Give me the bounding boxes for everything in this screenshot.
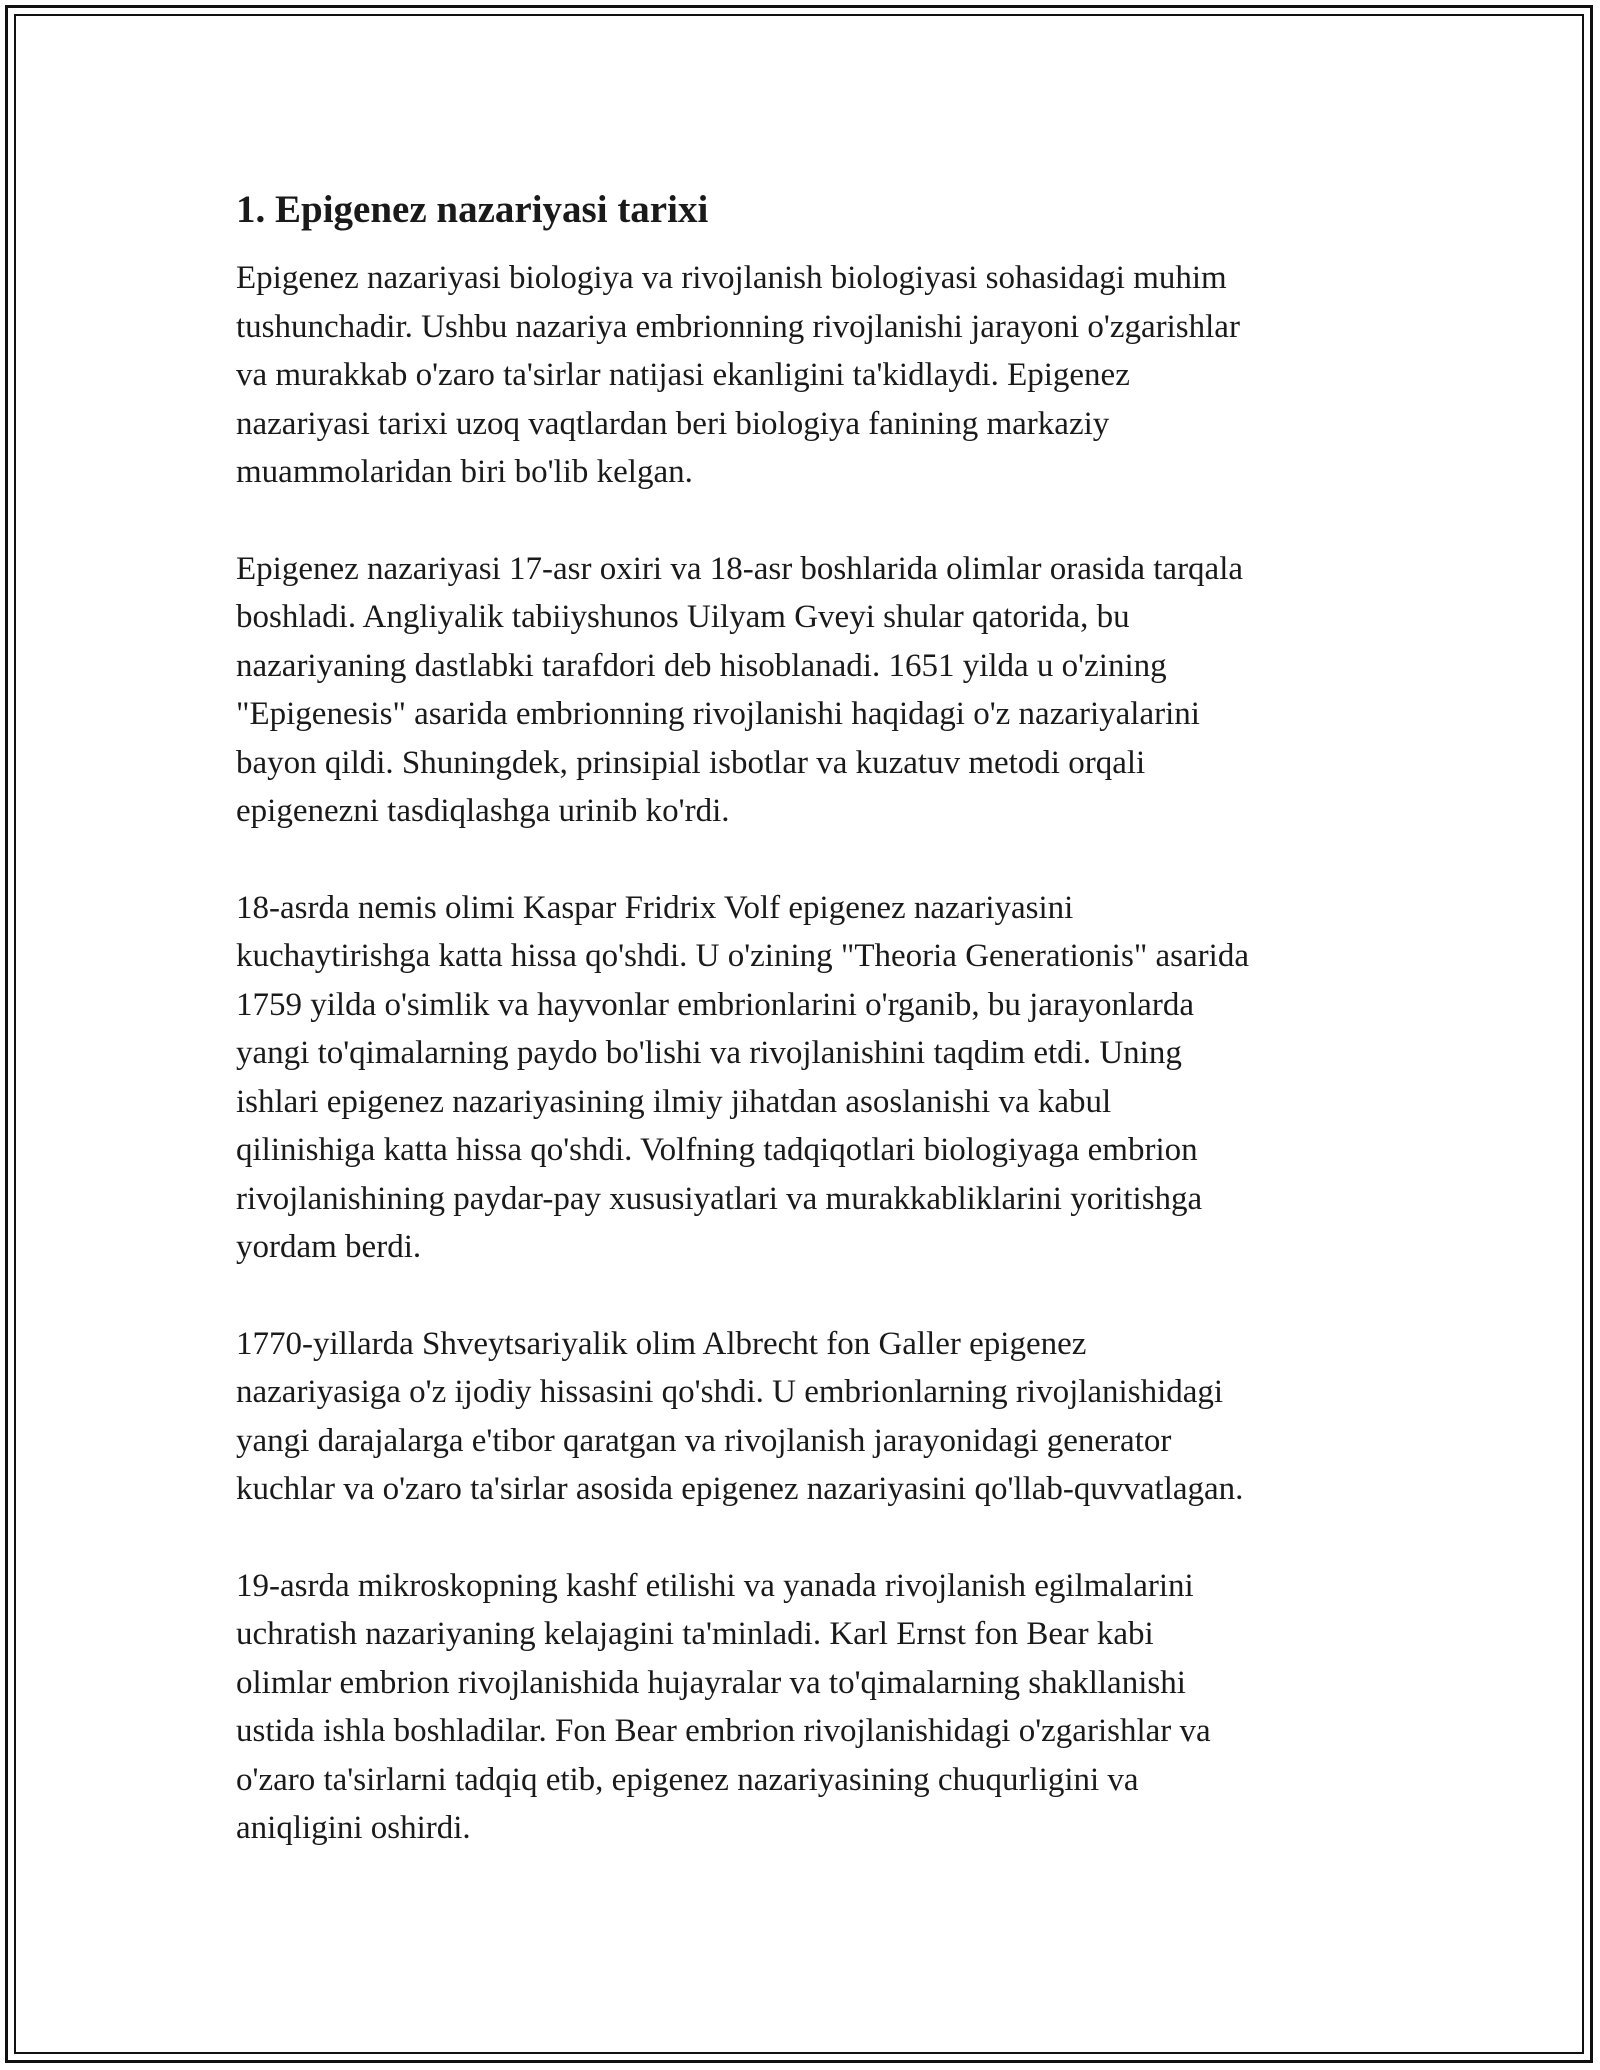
paragraph-line: epigenezni tasdiqlashga urinib ko'rdi.	[236, 793, 730, 829]
paragraph-line: kuchaytirishga katta hissa qo'shdi. U o'zining "Theoria Generationis" asarida	[236, 938, 1249, 974]
paragraph-line: yordam berdi.	[236, 1229, 422, 1265]
paragraph-5	[236, 1562, 1366, 1853]
paragraph-line: 18-asrda nemis olimi Kaspar Fridrix Volf epigenez nazariyasini	[236, 889, 1074, 926]
paragraph-line: yangi to'qimalarning paydo bo'lishi va rivojlanishini taqdim etdi. Uning	[236, 1035, 1182, 1071]
paragraph-line: nazariyasi tarixi uzoq vaqtlardan beri biologiya fanining markaziy	[236, 405, 1110, 442]
paragraph-line: Epigenez nazariyasi 17-asr oxiri va 18-asr boshlarida olimlar orasida tarqala	[236, 550, 1244, 587]
paragraph-line: o'zaro ta'sirlarni tadqiq etib, epigenez nazariyasining chuqurligini va	[236, 1761, 1139, 1798]
paragraph-line: nazariyaning dastlabki tarafdori deb hisoblanadi. 1651 yilda u o'zining	[236, 647, 1167, 684]
paragraph-line: uchratish nazariyaning kelajagini ta'minladi. Karl Ernst fon Bear kabi	[236, 1616, 1154, 1652]
document-body	[236, 186, 1366, 1901]
paragraph-list	[236, 254, 1366, 1853]
paragraph-line: rivojlanishining paydar-pay xususiyatlari va murakkabliklarini yoritishga	[236, 1180, 1203, 1217]
paragraph-line: qilinishiga katta hissa qo'shdi. Volfning tadqiqotlari biologiyaga embrion	[236, 1132, 1198, 1168]
paragraph-line: kuchlar va o'zaro ta'sirlar asosida epigenez nazariyasini qo'llab-quvvatlagan.	[236, 1471, 1244, 1507]
paragraph-3	[236, 884, 1366, 1272]
paragraph-line: olimlar embrion rivojlanishida hujayralar va to'qimalarning shakllanishi	[236, 1664, 1186, 1701]
paragraph-line: tushunchadir. Ushbu nazariya embrionning rivojlanishi jarayoni o'zgarishlar	[236, 308, 1240, 345]
paragraph-2	[236, 545, 1366, 836]
paragraph-line: nazariyasiga o'z ijodiy hissasini qo'shdi. U embrionlarning rivojlanishidagi	[236, 1374, 1224, 1410]
paragraph-line: 1770-yillarda Shveytsariyalik olim Albrecht fon Galler epigenez	[236, 1325, 1087, 1362]
paragraph-line: Epigenez nazariyasi biologiya va rivojlanish biologiyasi sohasidagi muhim	[236, 260, 1227, 296]
paragraph-line: 1759 yilda o'simlik va hayvonlar embrionlarini o'rganib, bu jarayonlarda	[236, 986, 1194, 1023]
paragraph-line: yangi darajalarga e'tibor qaratgan va rivojlanish jarayonidagi generator	[236, 1422, 1172, 1459]
paragraph-line: "Epigenesis" asarida embrionning rivojlanishi haqidagi o'z nazariyalarini	[236, 696, 1200, 732]
paragraph-line: muammolaridan biri bo'lib kelgan.	[236, 454, 693, 490]
section-heading: 1. Epigenez nazariyasi tarixi	[236, 188, 709, 231]
paragraph-line: boshladi. Angliyalik tabiiyshunos Uilyam Gveyi shular qatorida, bu	[236, 599, 1130, 635]
paragraph-4	[236, 1320, 1366, 1514]
paragraph-line: ishlari epigenez nazariyasining ilmiy jihatdan asoslanishi va kabul	[236, 1083, 1112, 1120]
paragraph-1	[236, 254, 1366, 497]
paragraph-line: aniqligini oshirdi.	[236, 1810, 471, 1846]
paragraph-line: ustida ishla boshladilar. Fon Bear embrion rivojlanishidagi o'zgarishlar va	[236, 1713, 1211, 1749]
paragraph-line: va murakkab o'zaro ta'sirlar natijasi ekanligini ta'kidlaydi. Epigenez	[236, 357, 1130, 393]
paragraph-line: bayon qildi. Shuningdek, prinsipial isbotlar va kuzatuv metodi orqali	[236, 744, 1146, 781]
paragraph-line: 19-asrda mikroskopning kashf etilishi va yanada rivojlanish egilmalarini	[236, 1567, 1194, 1604]
